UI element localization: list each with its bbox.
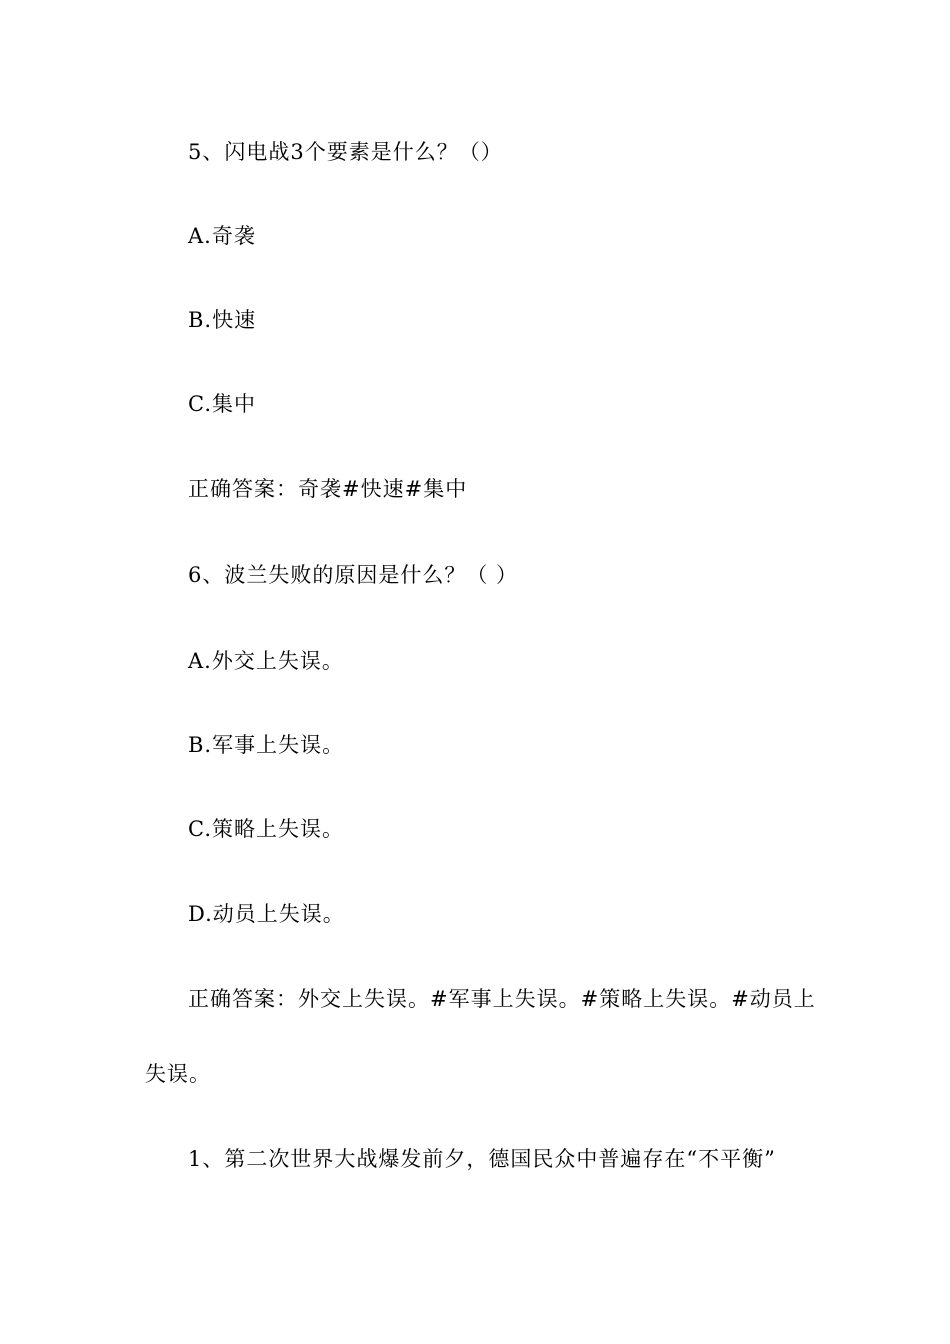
question-5-answer: 正确答案：奇袭#快速#集中 xyxy=(188,477,468,501)
question-6-option-d: D.动员上失误。 xyxy=(188,902,345,926)
question-6-option-c: C.策略上失误。 xyxy=(188,817,344,841)
section-question-1-text: 1、第二次世界大战爆发前夕，德国民众中普遍存在“不平衡” xyxy=(188,1147,776,1171)
question-6-answer: 正确答案：外交上失误。#军事上失误。#策略上失误。#动员上 xyxy=(188,987,816,1011)
question-5-text: 5、闪电战3个要素是什么？（） xyxy=(188,140,503,164)
question-5-option-b: B.快速 xyxy=(188,308,257,332)
question-5-option-a: A.奇袭 xyxy=(188,224,256,248)
question-5-option-c: C.集中 xyxy=(188,392,256,416)
question-6-text: 6、波兰失败的原因是什么？（ ） xyxy=(188,563,519,587)
question-6-option-a: A.外交上失误。 xyxy=(188,649,344,673)
question-6-answer-continued: 失误。 xyxy=(145,1062,211,1086)
question-6-option-b: B.军事上失误。 xyxy=(188,733,345,757)
